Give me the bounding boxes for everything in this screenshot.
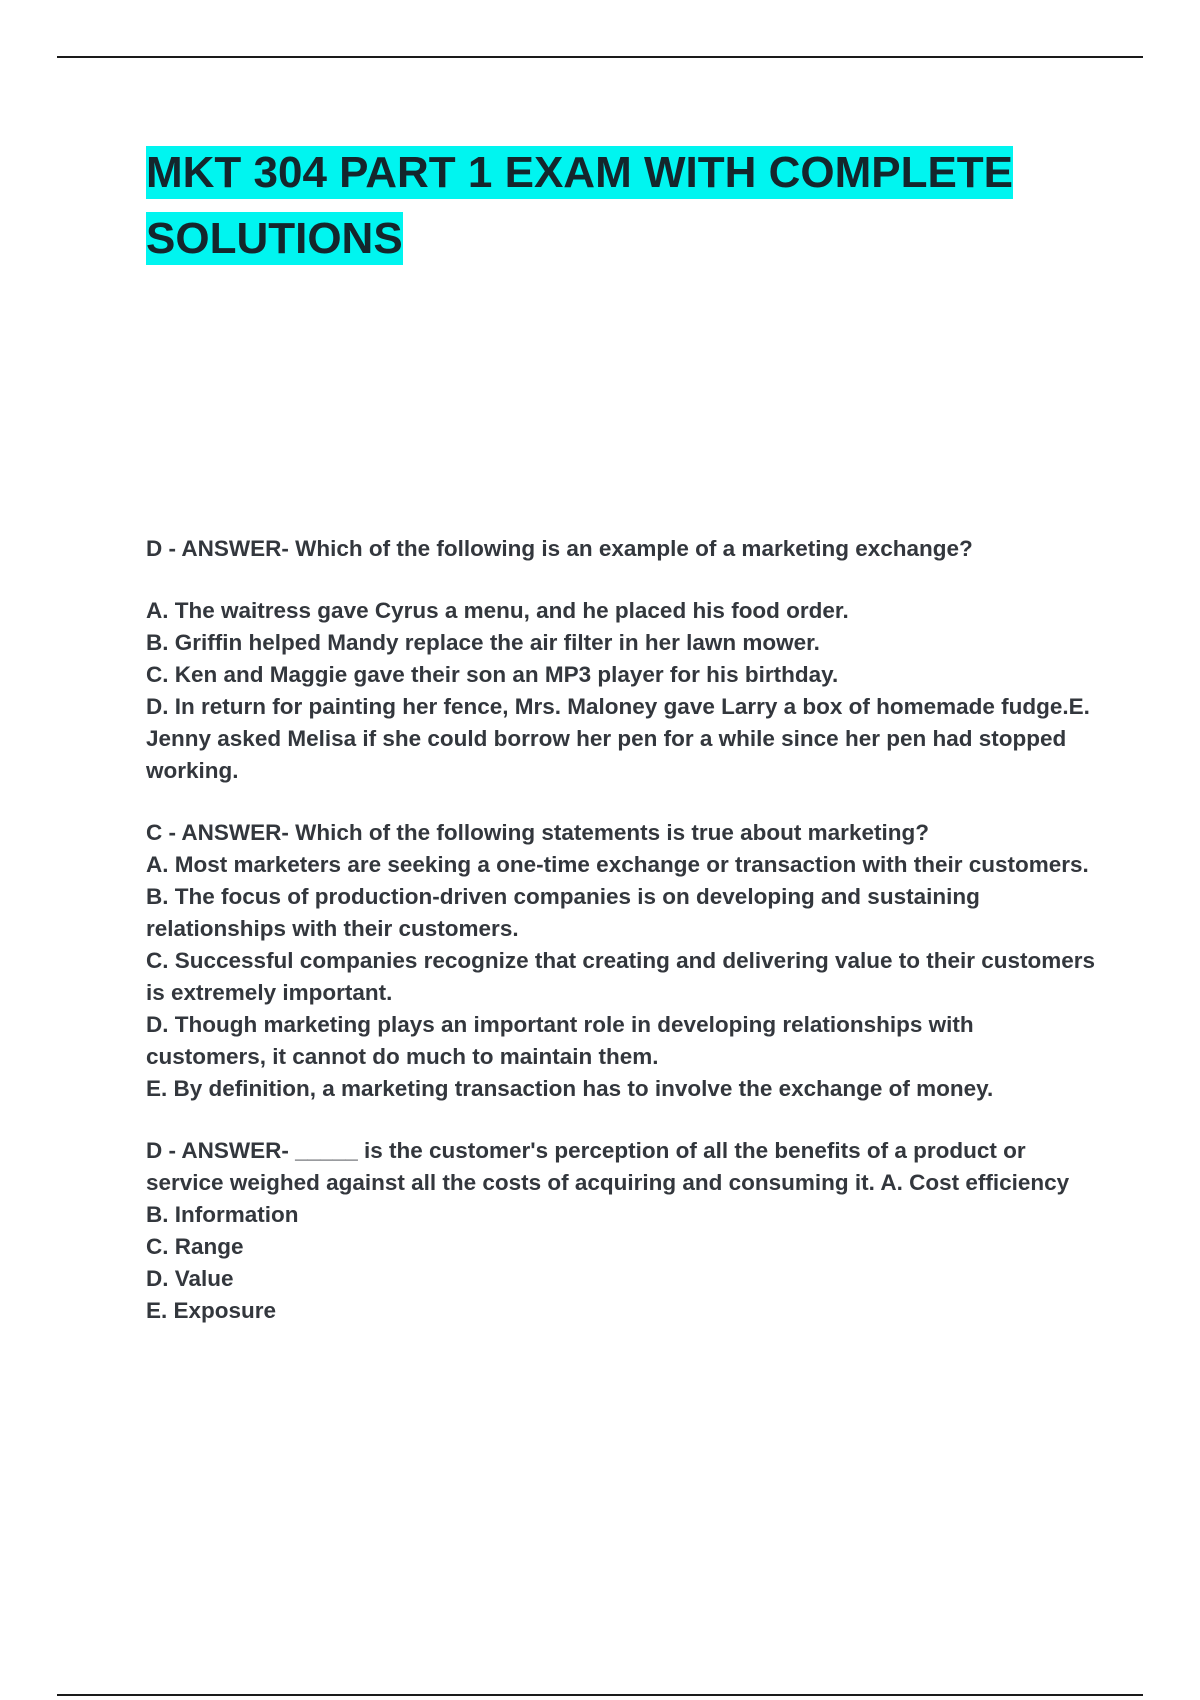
option-item: E. Exposure [146,1298,277,1323]
question-2 [146,817,1096,1105]
question-3 [146,1135,1096,1327]
option-item: B. The focus of production-driven companies is on developing and sustaining relationships with their customers. [146,884,980,941]
option-item: A. Most marketers are seeking a one-time exchange or transaction with their customers. [146,852,1089,877]
bottom-rule [57,1694,1143,1696]
option-item: B. Griffin helped Mandy replace the air filter in her lawn mower. [146,630,820,655]
top-rule [57,56,1143,58]
option-item: C. Range [146,1234,244,1259]
option-item: D. In return for painting her fence, Mrs. Maloney gave Larry a box of homemade fudge.E. Jenny asked Melisa if she could borrow her pen for a while since her pen had stopped working. [146,694,1090,783]
document-title [146,140,1106,272]
option-item: C. Successful companies recognize that creating and delivering value to their customers is extremely important. [146,948,1096,1005]
question-header: D - ANSWER- _____ is the customer's perception of all the benefits of a product or service weighed against all the costs of acquiring and consuming it. A. Cost efficiency [146,1138,1070,1195]
title-line-1: MKT 304 PART 1 EXAM WITH COMPLETE [146,148,1014,197]
option-item: C. Ken and Maggie gave their son an MP3 player for his birthday. [146,662,839,687]
option-item: E. By definition, a marketing transaction has to involve the exchange of money. [146,1076,994,1101]
option-list [146,595,1096,787]
questions-body [146,533,1096,1357]
option-item: A. The waitress gave Cyrus a menu, and he placed his food order. [146,598,849,623]
option-list [146,849,1096,1105]
title-line-2: SOLUTIONS [146,214,403,263]
question-header: C - ANSWER- Which of the following statements is true about marketing? [146,820,929,845]
option-list [146,1199,1096,1327]
question-header: D - ANSWER- Which of the following is an example of a marketing exchange? [146,536,973,561]
option-item: B. Information [146,1202,299,1227]
question-1 [146,533,1096,787]
option-item: D. Though marketing plays an important role in developing relationships with customers, it cannot do much to maintain them. [146,1012,974,1069]
option-item: D. Value [146,1266,234,1291]
